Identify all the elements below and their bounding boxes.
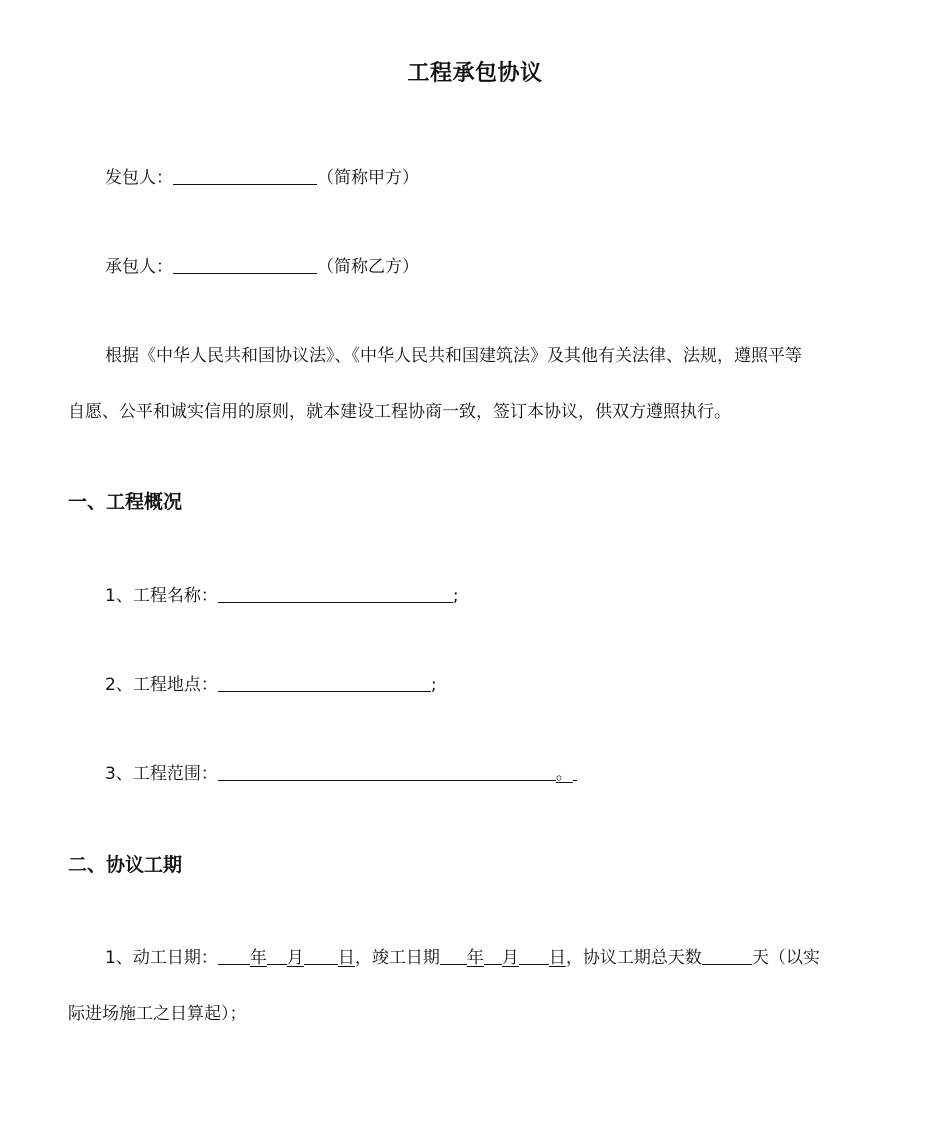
preamble-line-1: 根据《中华人民共和国协议法》、《中华人民共和国建筑法》及其他有关法律、法规，遵照平等 — [105, 346, 802, 366]
start-day-blank[interactable] — [304, 946, 338, 965]
project-location-line — [105, 673, 437, 697]
end-day-label: 日 — [548, 948, 566, 968]
project-scope-end: 。 — [555, 764, 573, 784]
project-name-blank[interactable] — [218, 584, 453, 603]
contractor-label: 承包人： — [105, 257, 173, 277]
employer-line — [105, 166, 419, 190]
project-scope-blank[interactable] — [218, 762, 556, 781]
end-month-blank[interactable] — [484, 946, 502, 965]
project-location-end: ; — [430, 675, 437, 695]
project-scope-label: 3、工程范围： — [105, 764, 218, 784]
contractor-blank[interactable] — [173, 255, 317, 274]
section-heading-duration: 二、协议工期 — [68, 854, 183, 876]
days-suffix: 天（以实 — [751, 948, 820, 968]
end-year-label: 年 — [466, 948, 484, 968]
project-name-end: ; — [452, 586, 459, 606]
project-location-label: 2、工程地点： — [105, 675, 218, 695]
project-scope-line — [105, 762, 577, 786]
start-date-line-2: 际进场施工之日算起）； — [68, 1004, 247, 1024]
employer-label: 发包人： — [105, 168, 173, 188]
start-year-label: 年 — [249, 948, 267, 968]
preamble-line-2: 自愿、公平和诚实信用的原则，就本建设工程协商一致，签订本协议，供双方遵照执行。 — [68, 402, 731, 422]
start-month-label: 月 — [286, 948, 304, 968]
project-location-blank[interactable] — [218, 673, 431, 692]
section-heading-overview: 一、工程概况 — [68, 491, 183, 513]
employer-suffix: （简称甲方） — [317, 168, 419, 188]
project-scope-tail — [573, 762, 577, 781]
contractor-suffix: （简称乙方） — [317, 257, 419, 277]
document-title: 工程承包协议 — [407, 61, 543, 86]
project-name-line — [105, 584, 459, 608]
start-date-label: 1、动工日期： — [105, 948, 218, 968]
end-year-blank[interactable] — [440, 946, 467, 965]
project-name-label: 1、工程名称： — [105, 586, 218, 606]
end-month-label: 月 — [501, 948, 519, 968]
start-day-label: 日 — [337, 948, 355, 968]
end-day-blank[interactable] — [519, 946, 549, 965]
completion-date-label: ，竣工日期 — [354, 948, 440, 968]
start-month-blank[interactable] — [267, 946, 287, 965]
contractor-line — [105, 255, 419, 279]
employer-blank[interactable] — [173, 166, 317, 185]
start-year-blank[interactable] — [218, 946, 250, 965]
start-date-line — [105, 946, 820, 970]
total-days-label: ，协议工期总天数 — [565, 948, 702, 968]
total-days-blank[interactable] — [702, 946, 752, 965]
